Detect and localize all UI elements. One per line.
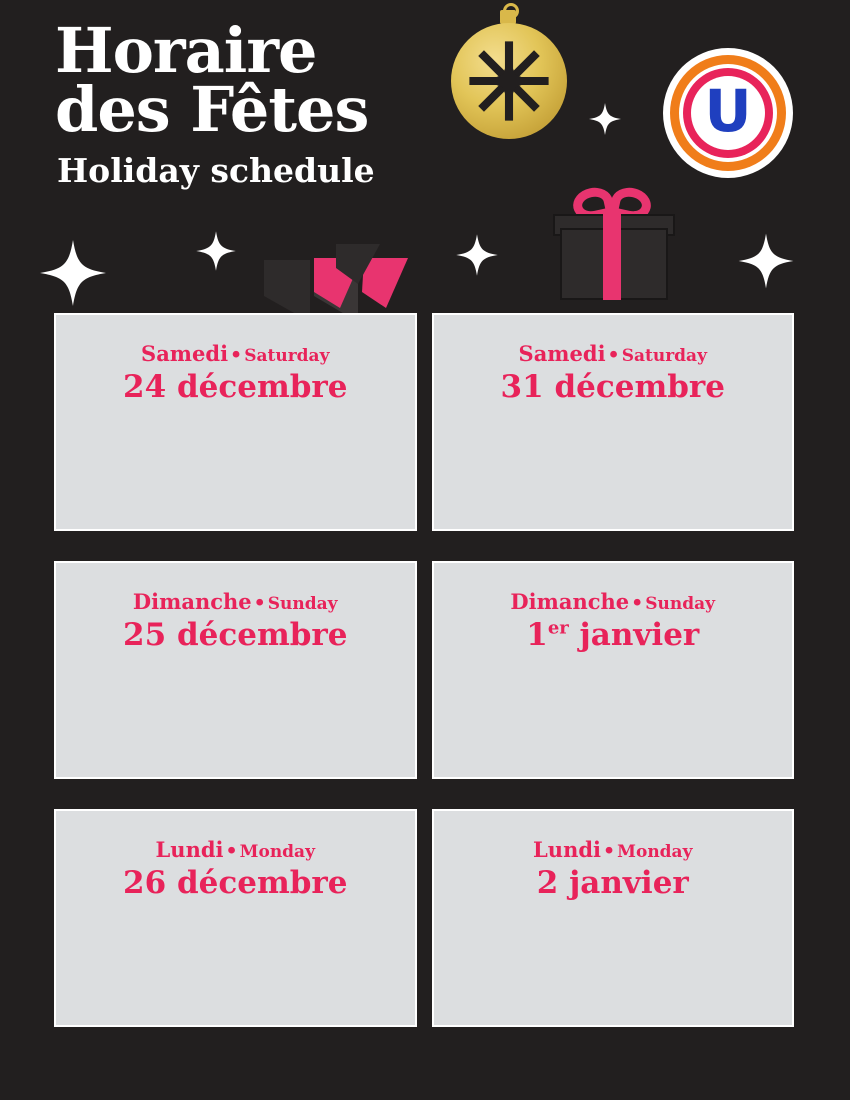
card-day-label [56,591,415,613]
card-date-label: 24 décembre [123,369,348,405]
card-day-label [56,839,415,861]
schedule-row [54,809,794,1027]
schedule-card [54,809,417,1027]
gift-bow-left-icon [570,184,616,224]
sparkle-icon [195,230,237,272]
card-date-label: 26 décembre [123,865,348,901]
schedule-grid [54,313,794,1057]
schedule-card [432,561,795,779]
schedule-card [432,313,795,531]
gift-ribbon-icon [603,214,621,300]
card-day-en: Saturday [244,346,330,366]
gift-bow-right-icon [608,184,654,224]
card-date-number: 1 [526,617,548,653]
sparkle-icon [38,238,108,308]
card-date-month: janvier [568,617,700,653]
card-day-fr: Dimanche [132,589,252,614]
sparkle-icon [455,233,499,277]
card-day-separator: • [253,592,266,614]
ornament-cap-icon [500,10,516,24]
card-day-label [434,343,793,365]
page-subtitle: Holiday schedule [57,150,375,190]
page-title [55,14,475,146]
card-day-label [434,839,793,861]
card-day-en: Monday [239,842,315,862]
schedule-card [54,313,417,531]
card-day-separator: • [631,592,644,614]
card-day-label [434,591,793,613]
card-day-en: Sunday [645,594,716,614]
logo-ring-red [683,68,773,158]
schedule-row [54,561,794,779]
schedule-card [54,561,417,779]
card-day-en: Sunday [267,594,338,614]
schedule-card [432,809,795,1027]
title-line-1: Horaire [55,14,317,87]
card-date-ordinal: er [547,617,569,639]
poster-header [55,14,475,190]
card-day-fr: Samedi [518,341,606,366]
card-day-fr: Lundi [155,837,224,862]
gift-lid-icon [553,214,675,236]
card-date-label: 31 décembre [500,369,725,405]
gift-body-icon [560,228,668,300]
card-day-fr: Samedi [141,341,229,366]
schedule-row [54,313,794,531]
card-day-en: Monday [617,842,693,862]
card-day-en: Saturday [621,346,707,366]
logo-letter: U [704,77,752,145]
card-date-label: 25 décembre [123,617,348,653]
logo-ring-orange [670,55,786,171]
card-day-fr: Lundi [533,837,601,862]
logo-u [663,48,793,178]
card-day-fr: Dimanche [510,589,630,614]
card-day-separator: • [607,344,620,366]
card-day-separator: • [230,344,243,366]
logo-ring-white-outer [679,64,777,162]
logo-ring-white-inner [691,76,765,150]
snowflake-star-icon [464,36,554,126]
card-day-label [56,343,415,365]
card-date-label: 2 janvier [536,865,689,901]
card-day-separator: • [603,840,616,862]
sparkle-icon [737,232,795,290]
poinsettia-leaves-icon [258,222,413,327]
sparkle-icon [588,102,622,136]
card-day-separator: • [225,840,238,862]
card-date-label [434,619,793,652]
title-line-2: des Fêtes [55,72,369,146]
gift-box-icon [545,180,685,305]
